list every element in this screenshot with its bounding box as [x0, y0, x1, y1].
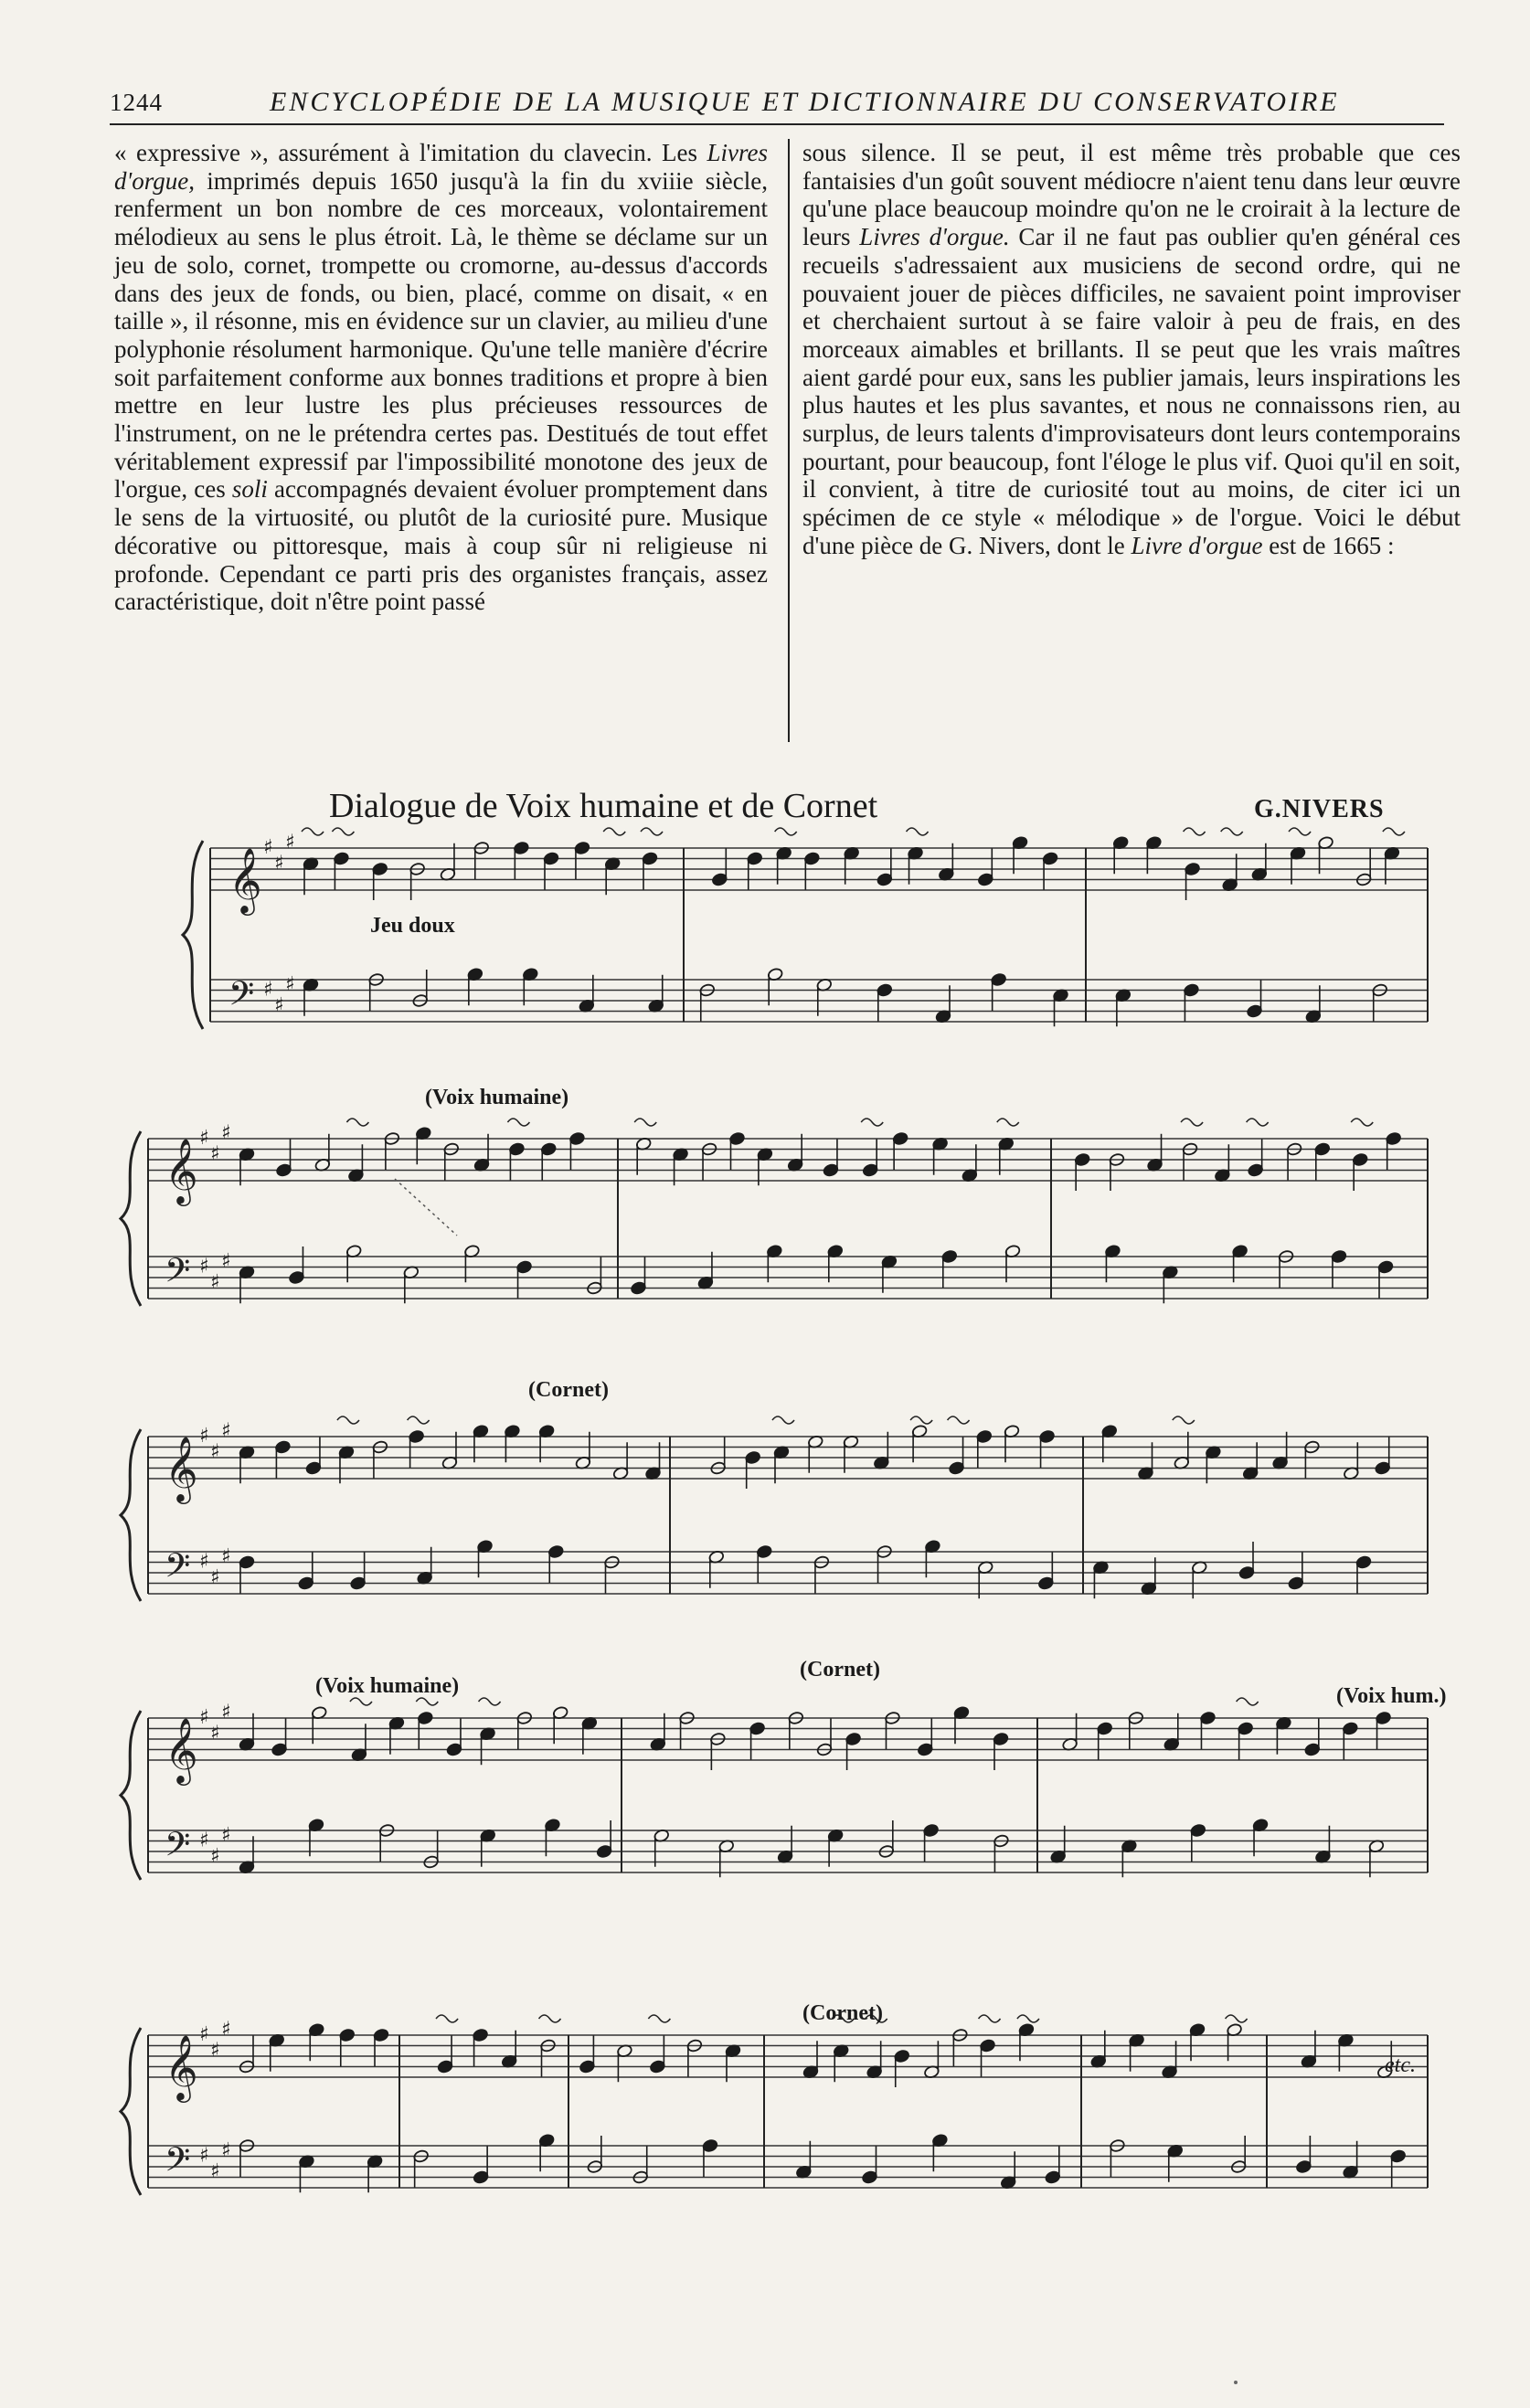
ornament-icon: [772, 1416, 794, 1424]
music-title: Dialogue de Voix humaine et de Cornet: [329, 787, 878, 825]
label-cornet: (Cornet): [800, 1658, 880, 1681]
text-run: est de 1665 :: [1262, 531, 1395, 559]
staff-brace: [121, 1711, 141, 1880]
sharp-icon: ♯: [221, 2138, 231, 2162]
bass-clef-icon: 𝄢: [165, 1825, 191, 1872]
sharp-icon: ♯: [263, 836, 273, 859]
label-etc: etc.: [1385, 2053, 1416, 2077]
text-run: « expressive », assurément à l'imitation du clavecin. Les: [114, 139, 707, 166]
ornament-icon: [346, 1119, 368, 1126]
text-run: sous silence. Il se peut, il est même très probable que ces fantaisies d'un goût souvent médiocre n'aient tenu dans leur œuvre qu'une place beaucoup moindre qu'on ne le croirait à la lecture de leurs: [802, 139, 1461, 251]
staff-brace: [183, 841, 203, 1029]
sharp-icon: ♯: [274, 852, 284, 875]
sharp-icon: ♯: [263, 978, 273, 1002]
text-run: imprimés depuis 1650 jusqu'à la fin du xviiie siècle, renferment un bon nombre de ces morceaux, volontairement mélodieux au sens le plus étroit. Là, le thème se déclame sur un jeu de solo, cornet, trompette ou cromorne, au-dessus d'accords dans des jeux de fonds, ou bien, placé, comme on disait, « en taille », il résonne, mis en évidence sur un clavier, au milieu d'une polyphonie résolument harmonique. Qu'une telle manière d'écrire soit parfaitement conforme aux bonnes traditions et propre à bien mettre en leur lustre les plus précieuses ressources de l'instrument, on ne le prétendra certes pas. Destitués de tout effet véritablement expressif par l'impossibilité monotone des jeux de l'orgue, ces: [114, 166, 768, 504]
ornament-icon: [775, 828, 797, 835]
sharp-icon: ♯: [199, 1255, 209, 1278]
sharp-icon: ♯: [210, 2039, 220, 2063]
treble-clef-icon: 𝄞: [165, 1137, 198, 1204]
sharp-icon: ♯: [210, 2159, 220, 2183]
sharp-icon: ♯: [221, 1249, 231, 1273]
ornament-icon: [997, 1119, 1019, 1126]
ornament-icon: [350, 1698, 372, 1705]
text-run: accompagnés devaient évoluer promptement dans le sens de la virtuosité, ou plutôt de la curiosité pure. Musique décorative ou pittoresque, mais à coup sûr ni religieuse ni profonde. Cependant ce parti pris des organistes français, assez caractéristique, doit n'être point passé: [114, 475, 768, 616]
ornament-icon: [948, 1416, 970, 1424]
text-run: Car il ne faut pas oublier qu'en général ces recueils s'adressaient aux musiciens de second ordre, qui ne pouvaient jouer de pièces difficiles, ne savaient point improviser et cherchaient surtout à se faire valoir à peu de frais, en des morceaux aimables et brillants. Il se peut que les vrais maîtres aient gardé pour eux, sans les publier jamais, leurs inspirations les plus hautes et les plus savantes, et nous ne connaissons rien, au surplus, de leurs talents d'improvisateurs dont leurs contemporains pourtant, pour beaucoup, font l'éloge le plus vif. Quoi qu'il en soit, il convient, à titre de curiosité tout au moins, de citer ici un spécimen de ce style « mélodique » de l'orgue. Voici le début d'une pièce de G. Nivers, dont le: [802, 223, 1461, 559]
ornament-icon: [302, 828, 324, 835]
sharp-icon: ♯: [221, 1121, 231, 1145]
ornament-icon: [1237, 1698, 1259, 1705]
sharp-icon: ♯: [274, 993, 284, 1017]
sharp-icon: ♯: [210, 1565, 220, 1589]
ornament-icon: [1181, 1119, 1203, 1126]
staff-brace: [121, 1131, 141, 1306]
sharp-icon: ♯: [221, 1701, 231, 1724]
bass-clef-icon: 𝄢: [165, 1546, 191, 1594]
ornament-icon: [1184, 828, 1206, 835]
label-cornet: (Cornet): [528, 1378, 609, 1402]
sharp-icon: ♯: [221, 1823, 231, 1847]
sharp-icon: ♯: [199, 1550, 209, 1574]
text-run-italic: Livres d'orgue.: [859, 223, 1010, 251]
sharp-icon: ♯: [210, 1142, 220, 1166]
sharp-icon: ♯: [199, 1425, 209, 1448]
sharp-icon: ♯: [199, 2144, 209, 2168]
sharp-icon: ♯: [210, 1440, 220, 1464]
ornament-icon: [408, 1416, 430, 1424]
composer: G.NIVERS: [1254, 795, 1385, 823]
sharp-icon: ♯: [199, 1706, 209, 1729]
ornament-icon: [539, 2015, 561, 2022]
ornament-icon: [634, 1119, 656, 1126]
sharp-icon: ♯: [199, 1127, 209, 1150]
staff-brace: [121, 1429, 141, 1601]
ornament-icon: [1351, 1119, 1373, 1126]
dotted-guide-line: [395, 1179, 457, 1236]
bass-clef-icon: 𝄢: [165, 1251, 191, 1299]
print-speck: [1234, 2381, 1238, 2384]
sharp-icon: ♯: [221, 1419, 231, 1443]
ornament-icon: [1383, 828, 1405, 835]
label-jeu-doux: Jeu doux: [370, 914, 455, 938]
text-run-italic: Livre d'orgue: [1131, 531, 1263, 559]
ornament-icon: [1173, 1416, 1195, 1424]
text-run-italic: soli: [231, 475, 268, 504]
label-voix-humaine: (Voix humaine): [425, 1086, 569, 1109]
ornament-icon: [1226, 2015, 1248, 2022]
bass-clef-icon: 𝄢: [165, 2140, 191, 2188]
ornament-icon: [1289, 828, 1311, 835]
ornament-icon: [1017, 2015, 1039, 2022]
sharp-icon: ♯: [210, 1722, 220, 1745]
ornament-icon: [436, 2015, 458, 2022]
sharp-icon: ♯: [210, 1844, 220, 1868]
bass-clef-icon: 𝄢: [228, 974, 255, 1022]
label-cornet: (Cornet): [802, 2001, 883, 2025]
ornament-icon: [1221, 828, 1243, 835]
treble-clef-icon: 𝄞: [165, 2033, 198, 2100]
ornament-icon: [507, 1119, 529, 1126]
ornament-icon: [910, 1416, 932, 1424]
ornament-icon: [907, 828, 929, 835]
ornament-icon: [979, 2015, 1001, 2022]
staff-brace: [121, 2028, 141, 2195]
sharp-icon: ♯: [199, 1829, 209, 1852]
sharp-icon: ♯: [285, 831, 295, 854]
treble-clef-icon: 𝄞: [228, 846, 262, 913]
ornament-icon: [416, 1698, 438, 1705]
ornament-icon: [479, 1698, 501, 1705]
sharp-icon: ♯: [199, 2023, 209, 2046]
running-title: ENCYCLOPÉDIE DE LA MUSIQUE ET DICTIONNAIRE DU CONSERVATOIRE: [270, 87, 1340, 117]
ornament-icon: [641, 828, 663, 835]
sharp-icon: ♯: [221, 1544, 231, 1568]
text-run-italic: Livres d'orgue,: [114, 139, 768, 195]
page-number: 1244: [110, 89, 163, 116]
sharp-icon: ♯: [221, 2018, 231, 2042]
label-voix-hum: (Voix hum.): [1336, 1684, 1447, 1708]
ornament-icon: [861, 1119, 883, 1126]
treble-clef-icon: 𝄞: [165, 1716, 198, 1783]
sharp-icon: ♯: [210, 1270, 220, 1294]
label-voix-humaine: (Voix humaine): [315, 1674, 460, 1698]
ornament-icon: [332, 828, 354, 835]
sharp-icon: ♯: [285, 972, 295, 996]
ornament-icon: [337, 1416, 359, 1424]
ornament-icon: [1247, 1119, 1269, 1126]
treble-clef-icon: 𝄞: [165, 1435, 198, 1501]
ornament-icon: [648, 2015, 670, 2022]
ornament-icon: [603, 828, 625, 835]
